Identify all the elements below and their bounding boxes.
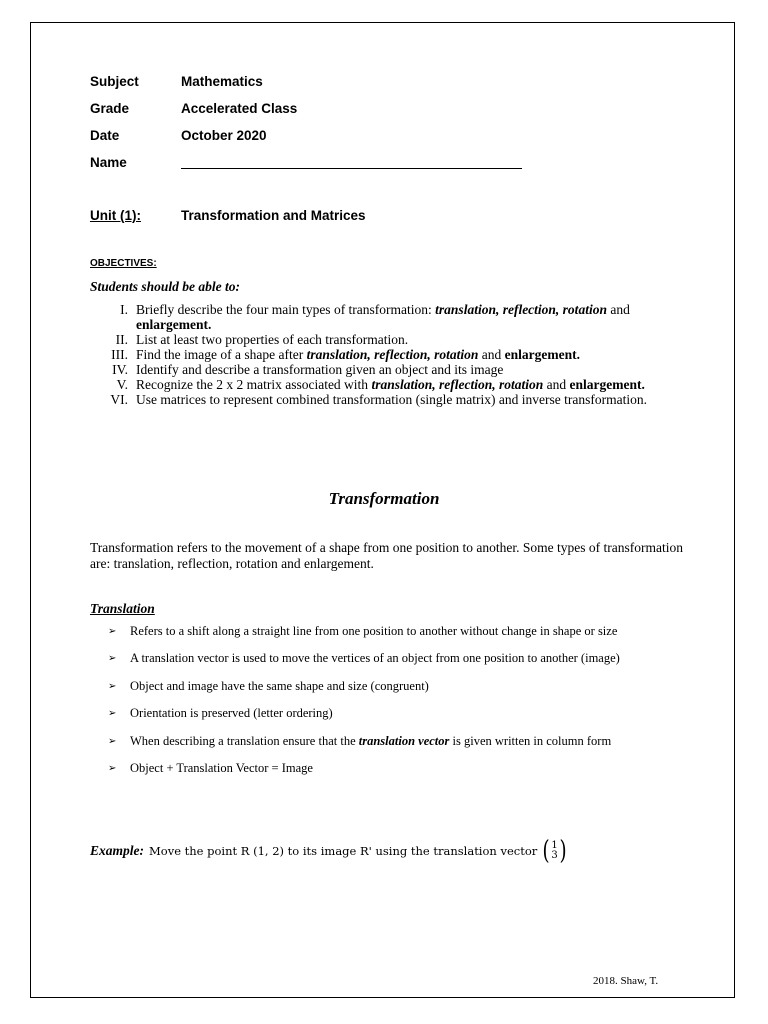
date-value: October 2020 [181,128,267,143]
objective-number: III. [111,347,128,362]
example [90,838,568,864]
translation-heading: Translation [90,601,155,616]
footer-credit: 2018. Shaw, T. [593,975,659,987]
objective-text [132,362,680,377]
bullet-text [130,679,708,694]
translation-vector [541,838,568,864]
objective-text [132,377,680,392]
text-run: translation, reflection, rotation [306,347,479,362]
text-run: enlargement. [136,317,212,332]
objective-number: V. [116,377,128,392]
objectives-list [80,302,680,407]
translation-bullet [108,624,708,651]
objective-text [132,392,680,407]
vector-paren-right: ) [559,836,567,866]
vector-bottom: 3 [551,850,558,861]
objectives-intro: Students should be able to: [90,279,241,294]
translation-bullet [108,706,708,733]
text-run: enlargement. [569,377,645,392]
arrow-bullet-icon: ➢ [108,680,117,692]
subject-label: Subject [90,74,139,89]
text-run: translation, reflection, rotation [371,377,544,392]
arrow-bullet-icon: ➢ [108,708,117,720]
objective-item [80,377,680,392]
example-label: Example: [90,843,144,858]
text-run: and [478,347,505,362]
bullet-text [130,624,708,639]
objective-text [132,347,680,362]
translation-bullet [108,679,708,706]
objective-text [132,332,680,347]
arrow-bullet-icon: ➢ [108,653,117,665]
text-run: Find the image of a shape after [136,347,307,362]
name-label: Name [90,155,127,170]
bullet-text [130,651,708,666]
name-blank-line [181,168,522,169]
text-run: Orientation is preserved (letter ordering) [130,706,333,721]
objective-item [80,347,680,362]
objective-number: I. [120,302,128,317]
vector-paren-left: ( [542,836,550,866]
translation-bullet [108,651,708,678]
objective-number: II. [115,332,128,347]
arrow-bullet-icon: ➢ [108,626,117,637]
unit-label: Unit (1): [90,208,141,223]
objective-item [80,302,680,332]
bullet-text [130,761,708,776]
text-run: and [543,377,570,392]
date-label: Date [90,128,120,143]
translation-bullets [108,624,708,788]
text-run: Refers to a shift along a straight line from one position to another without change in shape or size [130,624,618,638]
text-run: Recognize the 2 x 2 matrix associated with [136,377,372,392]
vector-top: 1 [551,840,558,851]
arrow-bullet-icon: ➢ [108,735,117,747]
text-run: translation vector [358,733,450,748]
objective-item [80,332,680,347]
objective-number: VI. [110,392,128,407]
text-run: Identify and describe a transformation given an object and its image [136,362,504,377]
example-text: Move the point R (1, 2) to its image R' using the translation vector [149,844,538,858]
unit-title: Transformation and Matrices [181,208,366,223]
text-run: Briefly describe the four main types of transformation: [136,302,436,317]
text-run: When describing a translation ensure that the [130,733,359,748]
section-title: Transformation [328,489,440,508]
bullet-text [130,734,708,749]
subject-value: Mathematics [181,74,263,89]
text-run: is given written in column form [449,733,612,748]
text-run: Object + Translation Vector = Image [130,760,313,775]
text-run: translation, reflection, rotation [435,302,607,317]
grade-label: Grade [90,101,130,116]
text-run: Use matrices to represent combined transformation (single matrix) and inverse transformation. [136,392,647,407]
translation-bullet [108,761,708,788]
text-run: A translation vector is used to move the vertices of an object from one position to another (image) [130,651,620,666]
objective-item [80,362,680,377]
text-run: enlargement. [504,347,580,362]
section-intro: Transformation refers to the movement of a shape from one position to another. Some types of transformation are: translation, reflection, rotation and enlargement. [90,540,683,571]
text-run: List at least two properties of each transformation. [136,332,409,347]
text-run: and [606,302,630,317]
objectives-label: OBJECTIVES: [90,258,157,269]
translation-bullet [108,734,708,761]
bullet-text [130,706,708,721]
objective-number: IV. [112,362,128,377]
objective-text [132,302,680,332]
grade-value: Accelerated Class [181,101,298,116]
objective-item [80,392,680,407]
text-run: Object and image have the same shape and size (congruent) [130,678,429,693]
arrow-bullet-icon: ➢ [108,762,117,774]
